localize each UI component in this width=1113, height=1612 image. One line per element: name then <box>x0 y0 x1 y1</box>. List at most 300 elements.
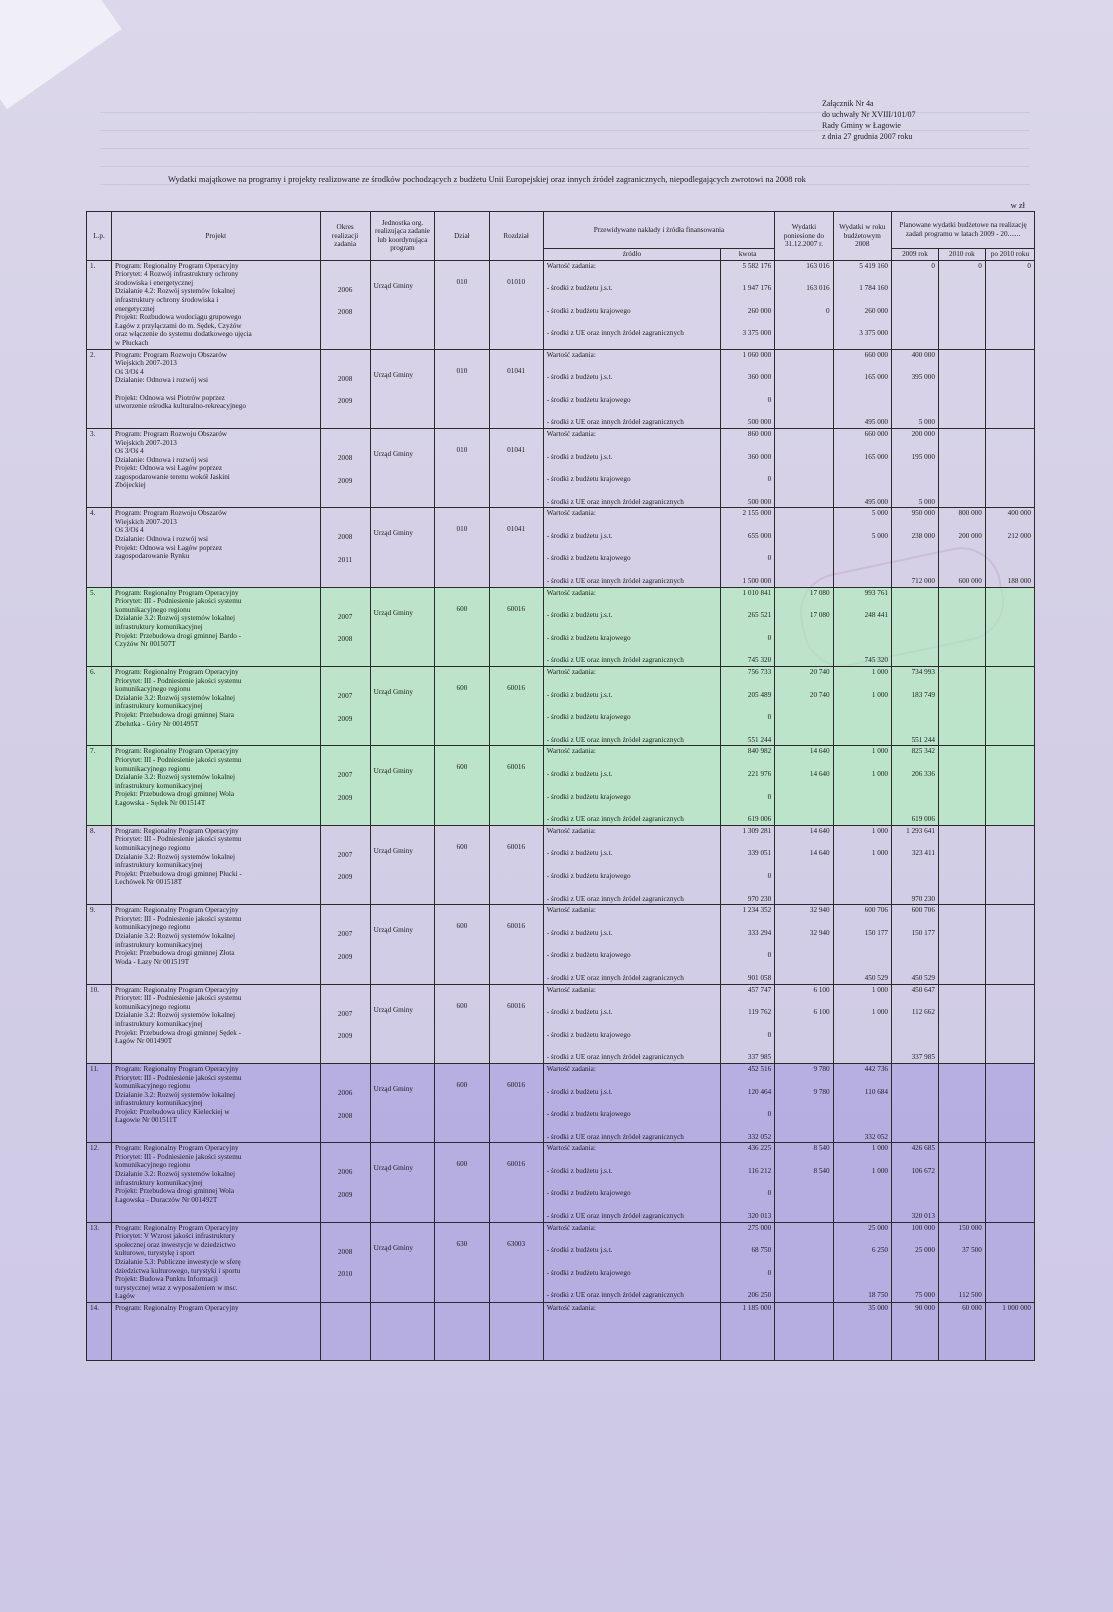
row-2009 <box>892 984 939 1063</box>
row-spent-line <box>778 872 829 881</box>
row-2010 <box>938 1303 985 1361</box>
row-spent-line <box>778 351 829 360</box>
row-amount-line: 0 <box>767 1030 772 1039</box>
table-row <box>87 349 1035 428</box>
row-period-line: 2009 <box>337 714 353 723</box>
row-project-line: Priorytet: III - Podniesienie jakości systemu <box>115 994 242 1003</box>
row-2009 <box>892 1143 939 1222</box>
row-amount-line: 1 234 352 <box>742 906 772 915</box>
row-project-line: Projekt: Przebudowa drogi gminnej Wola <box>115 790 235 799</box>
row-dzial-line: 010 <box>456 525 468 534</box>
row-lp <box>87 984 112 1063</box>
row-2008-line <box>837 577 888 586</box>
row-amount <box>721 587 775 666</box>
row-amount-line: 436 225 <box>747 1144 772 1153</box>
row-spent-line: 14 640 <box>809 826 830 835</box>
row-2009-line: 200 000 <box>911 429 935 438</box>
row-period-line: 2009 <box>337 873 353 882</box>
row-2009-line <box>895 951 935 960</box>
row-project-line: Priorytet: III - Podniesienie jakości systemu <box>115 1152 242 1161</box>
row-dzial <box>435 825 489 904</box>
attachment-note <box>822 98 916 142</box>
row-source-line: - środki z budżetu j.s.t. <box>546 690 613 699</box>
row-2008-line: 1 000 <box>871 849 888 858</box>
row-lp <box>87 667 112 746</box>
row-2009-line: 112 662 <box>911 1008 935 1017</box>
row-2010-line <box>942 1008 982 1017</box>
row-2009-line <box>895 589 935 598</box>
row-rozdzial <box>489 428 543 507</box>
row-after-2010-line <box>989 986 1031 995</box>
row-2009-line: 450 529 <box>911 973 935 982</box>
row-project-line: Program: Program Rozwoju Obszarów <box>115 350 228 359</box>
row-2010 <box>938 349 985 428</box>
row-after-2010-line <box>989 430 1031 439</box>
row-2009-line: 5 000 <box>918 418 935 427</box>
row-source <box>543 1143 720 1222</box>
row-project-line: Program: Program Rozwoju Obszarów <box>115 509 228 518</box>
row-spent-line <box>778 713 829 722</box>
row-after-2010-line <box>989 284 1031 293</box>
row-2010 <box>938 1063 985 1142</box>
row-dzial-line: 600 <box>456 1001 468 1010</box>
row-unit <box>370 1063 435 1142</box>
row-2008-line: 5 000 <box>871 531 888 540</box>
row-2009 <box>892 905 939 984</box>
row-spent <box>775 1303 833 1361</box>
row-project-line: w Płuckach <box>115 338 149 347</box>
row-2008-line: 993 761 <box>864 588 888 597</box>
row-project-line: Priorytet: V Wzrost jakości infrastruktury <box>115 1232 235 1241</box>
row-project-line: Działanie 3.2: Rozwój systemów lokalnej <box>115 693 235 702</box>
row-period-line: 2006 <box>337 1168 353 1177</box>
row-2008-line: 110 684 <box>864 1087 888 1096</box>
row-2009-line <box>895 554 935 563</box>
row-2008-line: 660 000 <box>864 429 888 438</box>
row-unit <box>370 1222 435 1302</box>
row-lp <box>87 905 112 984</box>
row-2008-line: 165 000 <box>864 373 888 382</box>
row-2009-line <box>895 396 935 405</box>
row-2010-line <box>942 906 982 915</box>
row-2010-line <box>942 1110 982 1119</box>
row-project-line: infrastruktury komunikacyjnej <box>115 1099 203 1108</box>
row-2010-line <box>942 747 982 756</box>
row-lp-line: 7. <box>90 747 96 756</box>
row-dzial <box>435 260 489 349</box>
row-2008-line: 442 736 <box>864 1064 888 1073</box>
row-2009-line <box>895 284 935 293</box>
row-project-line: kulturowe, turystykę i sport <box>115 1249 195 1258</box>
row-lp-line: 11. <box>90 1064 99 1073</box>
unit-label: w zł <box>1010 200 1025 210</box>
row-source-line: - środki z UE oraz innych źródeł zagranicznych <box>546 577 684 586</box>
row-project-line: Łagów <box>115 1292 135 1301</box>
row-period-line: 2009 <box>337 476 353 485</box>
header-rozdzial: Rozdział <box>489 212 543 261</box>
row-after-2010-line: 1 000 000 <box>1002 1304 1031 1312</box>
row-2009-line <box>895 634 935 643</box>
row-project-line: społecznej oraz inwestycje w dziedzictwo <box>115 1240 236 1249</box>
row-2009-line: 183 749 <box>911 690 935 699</box>
row-after-2010-line <box>989 1065 1031 1074</box>
row-lp-line: 13. <box>90 1223 99 1232</box>
row-project <box>112 1222 321 1302</box>
table-row <box>87 260 1035 349</box>
row-period-line: 2007 <box>337 930 353 939</box>
row-unit <box>370 746 435 825</box>
row-source-line: - środki z budżetu krajowego <box>546 1030 631 1039</box>
row-lp <box>87 825 112 904</box>
header-unit: Jednostka org. realizująca zadanie lub koordynująca program <box>370 212 435 261</box>
row-2010 <box>938 587 985 666</box>
row-spent-line <box>778 418 829 427</box>
row-spent-line <box>778 373 829 382</box>
row-dzial <box>435 905 489 984</box>
row-project-line: komunikacyjnego regionu <box>115 843 191 852</box>
row-2008-line <box>837 396 888 405</box>
row-source-line: Wartość zadania: <box>546 906 596 915</box>
row-period-line: 2009 <box>337 952 353 961</box>
row-2010-line <box>942 736 982 745</box>
row-source-line: - środki z UE oraz innych źródeł zagranicznych <box>546 418 684 427</box>
row-2008-line: 745 320 <box>864 656 888 665</box>
row-source <box>543 1303 720 1361</box>
row-period-line: 2008 <box>337 1111 353 1120</box>
row-2008-line: 18 750 <box>868 1291 888 1300</box>
row-2010-line <box>942 396 982 405</box>
row-2010-line <box>942 1189 982 1198</box>
row-after-2010-line: 212 000 <box>1007 531 1031 540</box>
row-project <box>112 825 321 904</box>
row-lp-line: 1. <box>90 261 96 270</box>
row-2008 <box>833 260 891 349</box>
row-2010-line: 37 500 <box>962 1246 982 1255</box>
row-amount <box>721 349 775 428</box>
row-amount <box>721 667 775 746</box>
attachment-line: Załącznik Nr 4a <box>822 99 874 108</box>
row-2010-line <box>942 1053 982 1062</box>
row-2009-line: 25 000 <box>915 1246 935 1255</box>
row-dzial-line <box>438 1320 485 1329</box>
row-2010-line <box>942 284 982 293</box>
row-2010 <box>938 746 985 825</box>
row-after-2010-line <box>989 1031 1031 1040</box>
row-project-line: Priorytet: III - Podniesienie jakości systemu <box>115 835 242 844</box>
row-lp-line: 3. <box>90 429 96 438</box>
row-amount-line: 0 <box>767 1110 772 1119</box>
row-after-2010-line: 0 <box>1027 261 1031 270</box>
row-dzial-line: 010 <box>456 277 468 286</box>
row-period <box>320 1063 370 1142</box>
row-2009-line: 712 000 <box>911 577 935 586</box>
row-after-2010-line <box>989 1008 1031 1017</box>
row-period-line: 2008 <box>337 635 353 644</box>
row-project-line: Projekt: Przebudowa drogi gminnej Złota <box>115 949 235 958</box>
row-project-line: środowiska i energetycznej <box>115 278 194 287</box>
row-period <box>320 746 370 825</box>
row-source-line: - środki z budżetu krajowego <box>546 951 631 960</box>
row-project-line: Wiejskich 2007-2013 <box>115 359 177 368</box>
row-2009-line: 450 647 <box>911 985 935 994</box>
row-source-line: Wartość zadania: <box>546 1064 596 1073</box>
row-amount <box>721 984 775 1063</box>
row-rozdzial <box>489 587 543 666</box>
row-2008-line: 1 000 <box>871 668 888 677</box>
row-lp-line: 6. <box>90 668 96 677</box>
row-2010-line <box>942 498 982 507</box>
row-amount-line: 901 058 <box>747 973 772 982</box>
row-dzial-line: 600 <box>456 842 468 851</box>
row-spent-line <box>778 498 829 507</box>
row-amount-line: 551 244 <box>747 735 772 744</box>
row-2008-line: 260 000 <box>864 306 888 315</box>
row-amount-line: 0 <box>767 475 772 484</box>
row-project-line: Program: Regionalny Program Operacyjny <box>115 985 239 994</box>
row-source-line: Wartość zadania: <box>546 429 596 438</box>
header-spent: Wydatki poniesione do 31.12.2007 r. <box>775 212 833 261</box>
row-unit-line: Urząd Gminy <box>373 926 413 935</box>
row-2008-line: 6 250 <box>871 1246 888 1255</box>
row-lp <box>87 587 112 666</box>
row-spent-line <box>778 1291 829 1300</box>
row-project-line: Projekt: Budowa Punktu Informacji <box>115 1275 218 1284</box>
row-2009-line: 75 000 <box>915 1291 935 1300</box>
row-amount-line: 333 294 <box>747 928 772 937</box>
row-2009 <box>892 508 939 587</box>
row-project-line: Łagowie Nr 001511T <box>115 1116 178 1125</box>
row-period-line: 2007 <box>337 1009 353 1018</box>
row-project-line: Program: Regionalny Program Operacyjny <box>115 1064 239 1073</box>
row-2008 <box>833 349 891 428</box>
row-after-2010-line <box>989 453 1031 462</box>
row-project-line <box>115 385 317 394</box>
row-2010-line <box>942 827 982 836</box>
row-after-2010-line <box>989 1167 1031 1176</box>
row-lp <box>87 349 112 428</box>
row-amount-line: 2 155 000 <box>742 509 772 518</box>
row-amount-line: 0 <box>767 951 772 960</box>
page-fold <box>0 0 122 109</box>
table-row <box>87 825 1035 904</box>
row-amount-line: 260 000 <box>747 306 772 315</box>
row-2010-line <box>942 770 982 779</box>
header-project: Projekt <box>112 212 321 261</box>
row-after-2010-line <box>989 849 1031 858</box>
row-lp <box>87 746 112 825</box>
table-row <box>87 1143 1035 1222</box>
row-period-line: 2009 <box>337 1032 353 1041</box>
row-period-line: 2009 <box>337 794 353 802</box>
row-rozdzial-line: 60016 <box>507 842 526 851</box>
row-rozdzial <box>489 746 543 825</box>
row-after-2010 <box>985 984 1034 1063</box>
row-project-line: Działanie 3.2: Rozwój systemów lokalnej <box>115 931 235 940</box>
row-project-line: Działanie 3.2: Rozwój systemów lokalnej <box>115 1011 235 1020</box>
row-project-line: Projekt: Rozbudowa wodociągu grupowego <box>115 313 242 322</box>
row-spent-line: 6 100 <box>813 1008 830 1017</box>
row-after-2010-line <box>989 815 1031 824</box>
row-2008-line <box>837 475 888 484</box>
table-row <box>87 984 1035 1063</box>
row-spent-line <box>778 1133 829 1142</box>
row-after-2010-line <box>989 1189 1031 1198</box>
row-spent-line: 17 080 <box>809 588 830 597</box>
row-period <box>320 984 370 1063</box>
row-project-line: infrastruktury komunikacyjnej <box>115 702 203 711</box>
row-2010-line <box>942 430 982 439</box>
row-2008 <box>833 1303 891 1361</box>
row-after-2010-line <box>989 906 1031 915</box>
row-project-line: zagospodarowanie terenu wokół Jaskini <box>115 472 230 481</box>
row-project-line: Lechówek Nr 001518T <box>115 878 183 887</box>
row-2010 <box>938 1222 985 1302</box>
row-amount-line: 1 010 841 <box>742 588 772 597</box>
row-spent-line: 9 780 <box>813 1064 830 1073</box>
row-rozdzial-line: 60016 <box>507 604 526 613</box>
row-2010-line <box>942 815 982 824</box>
row-2008-line: 1 000 <box>871 747 888 756</box>
row-spent-line: 8 540 <box>813 1166 830 1175</box>
row-source-line: - środki z UE oraz innych źródeł zagranicznych <box>546 329 684 338</box>
row-2009 <box>892 667 939 746</box>
row-2010-line <box>942 986 982 995</box>
row-2010-line <box>942 951 982 960</box>
row-period-line: 2008 <box>337 453 353 462</box>
row-project-line: Program: Regionalny Program Operacyjny <box>115 747 239 756</box>
row-source <box>543 428 720 507</box>
row-rozdzial-line: 60016 <box>507 684 526 693</box>
row-2009-line: 206 336 <box>911 770 935 778</box>
row-amount-line: 1 500 000 <box>742 577 772 586</box>
row-amount-line: 457 747 <box>747 985 772 994</box>
row-rozdzial-line: 01041 <box>507 445 526 454</box>
row-2008-line: 5 419 160 <box>859 261 888 270</box>
row-amount-line: 860 000 <box>747 429 772 438</box>
row-amount-line: 0 <box>767 554 772 563</box>
row-amount <box>721 428 775 507</box>
row-source-line: - środki z budżetu j.s.t. <box>546 531 613 540</box>
row-after-2010-line <box>989 1110 1031 1119</box>
row-project-line: Działanie 3.2: Rozwój systemów lokalnej <box>115 852 235 861</box>
row-2010 <box>938 260 985 349</box>
row-project-line: Oś 3/Oś 4 <box>115 447 144 456</box>
row-2009-line: 825 342 <box>911 747 935 756</box>
row-2010-line <box>942 1167 982 1176</box>
row-after-2010 <box>985 260 1034 349</box>
row-amount-line: 206 250 <box>747 1291 772 1300</box>
header-after-2010: po 2010 roku <box>985 249 1034 261</box>
row-project-line: Program: Regionalny Program Operacyjny <box>115 261 239 270</box>
attachment-line: Rady Gminy w Łagowie <box>822 121 901 130</box>
row-amount <box>721 1222 775 1302</box>
row-source-line: - środki z budżetu krajowego <box>546 475 631 484</box>
row-project-line: komunikacyjnego regionu <box>115 923 191 932</box>
row-amount-line: 756 733 <box>747 668 772 677</box>
row-period <box>320 428 370 507</box>
document-title: Wydatki majątkowe na programy i projekty realizowane ze środków pochodzących z budżetu Unii Europejskiej oraz innych źródeł zagranicznych, niepodlegających zwrotowi na 2008 rok <box>168 174 806 184</box>
row-period-line: 2009 <box>337 397 353 406</box>
row-2010-line <box>942 418 982 427</box>
table-row <box>87 508 1035 587</box>
row-rozdzial-line: 60016 <box>507 1080 526 1089</box>
row-spent-line: 32 940 <box>809 928 830 937</box>
row-project <box>112 508 321 587</box>
row-spent-line <box>778 1269 829 1278</box>
row-amount <box>721 1143 775 1222</box>
row-2010-line <box>942 329 982 338</box>
row-source-line: - środki z budżetu j.s.t. <box>546 1008 613 1017</box>
row-dzial-line: 010 <box>456 445 468 454</box>
row-dzial <box>435 349 489 428</box>
row-2008-line: 1 000 <box>871 985 888 994</box>
row-amount-line: 0 <box>767 1189 772 1198</box>
row-2008-line: 1 000 <box>871 1144 888 1153</box>
row-project <box>112 1063 321 1142</box>
row-source-line: Wartość zadania: <box>546 747 596 756</box>
row-2008-line: 1 784 160 <box>859 284 888 293</box>
row-spent-line <box>778 1212 829 1221</box>
row-2008-line: 450 529 <box>864 973 888 982</box>
row-2009-line: 5 000 <box>918 497 935 506</box>
row-source <box>543 984 720 1063</box>
row-project-line: Program: Regionalny Program Operacyjny <box>115 826 239 835</box>
row-2008-line <box>837 815 888 824</box>
row-spent-line: 32 940 <box>809 906 830 915</box>
row-2009-line: 238 000 <box>911 531 935 540</box>
row-dzial <box>435 667 489 746</box>
row-2009-line: 426 685 <box>911 1144 935 1153</box>
row-2009-line: 337 985 <box>911 1053 935 1062</box>
row-project-line: komunikacyjnego regionu <box>115 764 191 773</box>
row-2008-line <box>837 1110 888 1119</box>
row-source <box>543 905 720 984</box>
row-dzial-line: 600 <box>456 922 468 931</box>
row-2009-line <box>895 1088 935 1097</box>
row-source-line: - środki z UE oraz innych źródeł zagranicznych <box>546 1212 684 1221</box>
row-amount-line: 452 516 <box>747 1064 772 1073</box>
row-project <box>112 349 321 428</box>
row-2008-line <box>837 793 888 802</box>
row-2010-line <box>942 475 982 484</box>
row-source-line: - środki z UE oraz innych źródeł zagranicznych <box>546 656 684 665</box>
row-unit <box>370 667 435 746</box>
row-source-line: Wartość zadania: <box>546 261 596 270</box>
row-2009-line: 395 000 <box>911 373 935 382</box>
row-2008-line: 1 000 <box>871 1008 888 1017</box>
row-lp <box>87 1143 112 1222</box>
row-unit-line: Urząd Gminy <box>373 688 413 697</box>
row-spent-line <box>778 475 829 484</box>
row-rozdzial <box>489 984 543 1063</box>
header-2010: 2010 rok <box>938 249 985 261</box>
row-spent-line <box>778 736 829 745</box>
row-2010-line <box>942 895 982 904</box>
row-after-2010 <box>985 825 1034 904</box>
table-row <box>87 905 1035 984</box>
row-rozdzial-line: 60016 <box>507 1001 526 1010</box>
row-after-2010-line <box>989 929 1031 938</box>
row-project-line: Działanie 3.2: Rozwój systemów lokalnej <box>115 773 235 782</box>
row-2009-line: 195 000 <box>911 452 935 461</box>
row-after-2010-line: 400 000 <box>1007 509 1031 518</box>
row-spent-line <box>778 895 829 904</box>
row-source-line: - środki z UE oraz innych źródeł zagranicznych <box>546 815 684 824</box>
row-project-line: Projekt: Przebudowa drogi gminnej Stara <box>115 711 234 719</box>
row-unit <box>370 984 435 1063</box>
row-source-line: - środki z budżetu j.s.t. <box>546 452 613 461</box>
row-spent-line <box>778 1110 829 1119</box>
